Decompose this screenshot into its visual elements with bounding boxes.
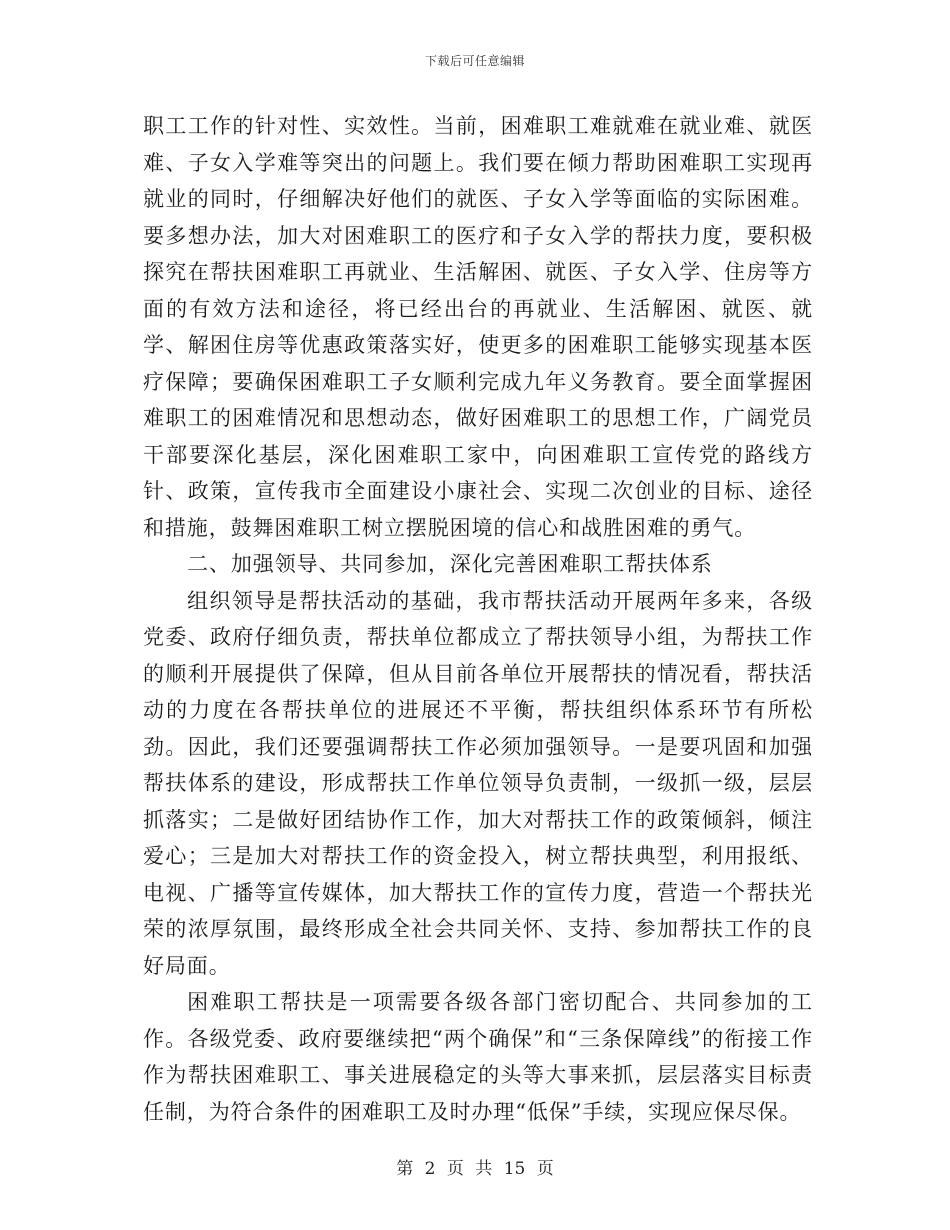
section-heading: 二、加强领导、共同参加，深化完善困难职工帮扶体系 [187, 552, 713, 576]
document-body [143, 108, 813, 1130]
paragraph: 组织领导是帮扶活动的基础，我市帮扶活动开展两年多来，各级党委、政府仔细负责，帮扶单位都成立了帮扶领导小组，为帮扶工作的顺利开展提供了保障，但从目前各单位开展帮扶的情况看，帮扶活动的力度在各帮扶单位的进展还不平衡，帮扶组织体系环节有所松劲。因此，我们还要强调帮扶工作必须加强领导。一是要巩固和加强帮扶体系的建设，形成帮扶工作单位领导负责制，一级抓一级，层层抓落实；二是做好团结协作工作，加大对帮扶工作的政策倾斜，倾注爱心；三是加大对帮扶工作的资金投入，树立帮扶典型，利用报纸、电视、广播等宣传媒体，加大帮扶工作的宣传力度，营造一个帮扶光荣的浓厚氛围，最终形成全社会共同关怀、支持、参加帮扶工作的良好局面。 [143, 588, 813, 978]
paragraph: 困难职工帮扶是一项需要各级各部门密切配合、共同参加的工作。各级党委、政府要继续把“两个确保”和“三条保障线”的衔接工作作为帮扶困难职工、事关进展稳定的头等大事来抓，层层落实目标责任制，为符合条件的困难职工及时办理“低保”手续，实现应保尽保。 [143, 990, 813, 1124]
page-number-footer: 第 2 页 共 15 页 [396, 1159, 554, 1179]
page-header: 下载后可任意编辑 [424, 54, 525, 68]
paragraph-continuation: 职工工作的针对性、实效性。当前，困难职工难就难在就业难、就医难、子女入学难等突出的问题上。我们要在倾力帮助困难职工实现再就业的同时，仔细解决好他们的就医、子女入学等面临的实际困难。要多想办法，加大对困难职工的医疗和子女入学的帮扶力度，要积极探究在帮扶困难职工再就业、生活解困、就医、子女入学、住房等方面的有效方法和途径，将已经出台的再就业、生活解困、就医、就学、解困住房等优惠政策落实好，使更多的困难职工能够实现基本医疗保障；要确保困难职工子女顺利完成九年义务教育。要全面掌握困难职工的困难情况和思想动态，做好困难职工的思想工作，广阔党员干部要深化基层，深化困难职工家中，向困难职工宣传党的路线方针、政策，宣传我市全面建设小康社会、实现二次创业的目标、途径和措施，鼓舞困难职工树立摆脱困境的信心和战胜困难的勇气。 [143, 114, 813, 540]
